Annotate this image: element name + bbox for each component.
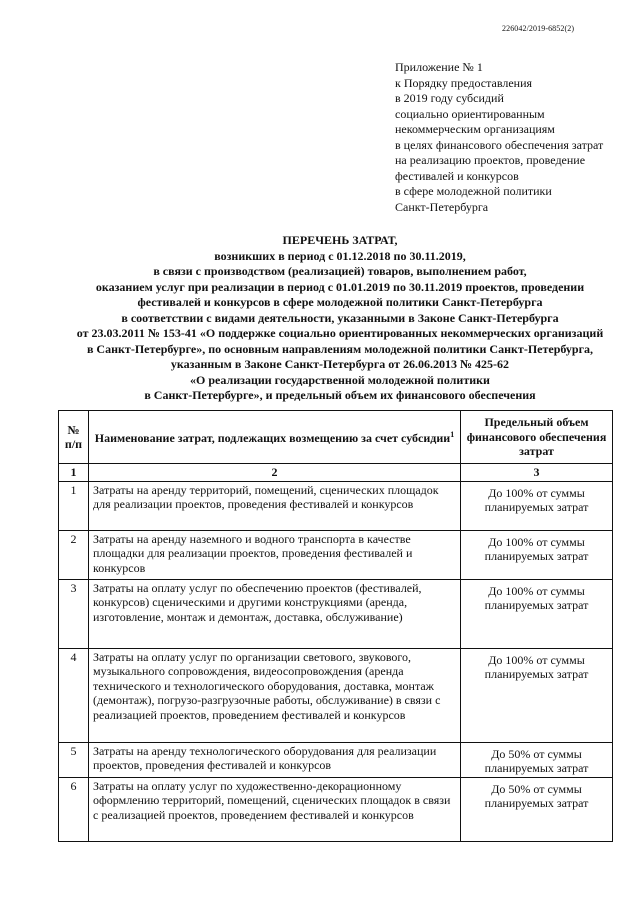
title-line: фестивалей и конкурсов в сфере молодежной политики Санкт-Петербурга (137, 295, 543, 309)
appendix-line: к Порядку предоставления (395, 75, 533, 90)
appendix-line: фестивалей и конкурсов (395, 168, 519, 183)
costs-table (58, 410, 613, 842)
appendix-line: в сфере молодежной политики (395, 184, 552, 198)
row-name: Затраты на оплату услуг по организации светового, звукового, музыкального сопровождения, видеосопровождения (аренда технического и технологического оборудования, доставка, монтаж (демонтаж), погрузо-разгрузочные работы, обслуживание) в связи с реализацией проектов, проведением фестивалей и конкурсов (89, 648, 461, 742)
row-name: Затраты на аренду технологического оборудования для реализации проектов, проведения фестивалей и конкурсов (89, 742, 461, 777)
row-limit: До 100% от суммы планируемых затрат (461, 530, 613, 579)
appendix-line: в целях финансового обеспечения затрат (395, 137, 604, 152)
header-limit: Предельный объем финансового обеспечения затрат (461, 411, 613, 464)
row-name: Затраты на аренду наземного и водного транспорта в качестве площадки для реализации проектов, проведения фестивалей и конкурсов (89, 530, 461, 579)
footnote-mark: 1 (450, 430, 455, 440)
title-line: указанным в Законе Санкт-Петербурга от 26.06.2013 № 425-62 (170, 357, 510, 371)
appendix-line: социально ориентированным (395, 106, 545, 121)
title-line: в Санкт-Петербурге», по основным направлениям молодежной политики Санкт-Петербурга, (86, 341, 594, 356)
table-header-row (59, 411, 613, 464)
row-number: 1 (59, 481, 89, 530)
table-row (59, 777, 613, 841)
row-number: 5 (59, 742, 89, 777)
header-name (89, 411, 461, 464)
appendix-header (395, 60, 635, 215)
table-row (59, 530, 613, 579)
appendix-line: на реализацию проектов, проведение (395, 153, 586, 167)
row-limit: До 100% от суммы планируемых затрат (461, 648, 613, 742)
title-line: возникших в период с 01.12.2018 по 30.11.2019, (214, 248, 466, 263)
row-number: 2 (59, 530, 89, 579)
title-line: «О реализации государственной молодежной политики (190, 372, 490, 387)
document-title (60, 233, 620, 404)
appendix-line: Санкт-Петербурга (395, 199, 489, 214)
title-line: в связи с производством (реализацией) товаров, выполнением работ, (153, 264, 527, 278)
title-line: в Санкт-Петербурге», и предельный объем их финансового обеспечения (144, 388, 536, 402)
row-limit: До 50% от суммы планируемых затрат (461, 742, 613, 777)
column-index: 3 (461, 464, 613, 482)
header-name-text: Наименование затрат, подлежащих возмещению за счет субсидии (94, 431, 451, 446)
title-line: в соответствии с видами деятельности, указанными в Законе Санкт-Петербурга (121, 310, 559, 325)
row-name: Затраты на оплату услуг по обеспечению проектов (фестивалей, конкурсов) сценическими и другими конструкциями (аренда, изготовление, монтаж и демонтаж, доставка, обслуживание) (89, 579, 461, 648)
row-number: 6 (59, 777, 89, 841)
table-row (59, 742, 613, 777)
column-index-row (59, 464, 613, 482)
title-line: от 23.03.2011 № 153-41 «О поддержке социально ориентированных некоммерческих организаций (76, 326, 604, 340)
title-line: оказанием услуг при реализации в период с 01.01.2019 по 30.11.2019 проектов, проведении (95, 279, 585, 294)
appendix-line: в 2019 году субсидий (395, 91, 504, 105)
column-index: 1 (59, 464, 89, 482)
table-row (59, 648, 613, 742)
header-num: № п/п (59, 411, 89, 464)
row-limit: До 100% от суммы планируемых затрат (461, 481, 613, 530)
document-code: 226042/2019-6852(2) (502, 24, 575, 33)
table-row (59, 579, 613, 648)
appendix-line: Приложение № 1 (395, 60, 483, 74)
title-line: ПЕРЕЧЕНЬ ЗАТРАТ, (282, 233, 398, 247)
column-index: 2 (89, 464, 461, 482)
table-row (59, 481, 613, 530)
appendix-line: некоммерческим организациям (395, 122, 555, 136)
row-name: Затраты на оплату услуг по художественно-декорационному оформлению территорий, помещений, сценических площадок в связи с реализацией проектов, проведением фестивалей и конкурсов (89, 777, 461, 841)
row-limit: До 100% от суммы планируемых затрат (461, 579, 613, 648)
row-name: Затраты на аренду территорий, помещений, сценических площадок для реализации проектов, проведения фестивалей и конкурсов (89, 481, 461, 530)
row-number: 4 (59, 648, 89, 742)
row-number: 3 (59, 579, 89, 648)
row-limit: До 50% от суммы планируемых затрат (461, 777, 613, 841)
